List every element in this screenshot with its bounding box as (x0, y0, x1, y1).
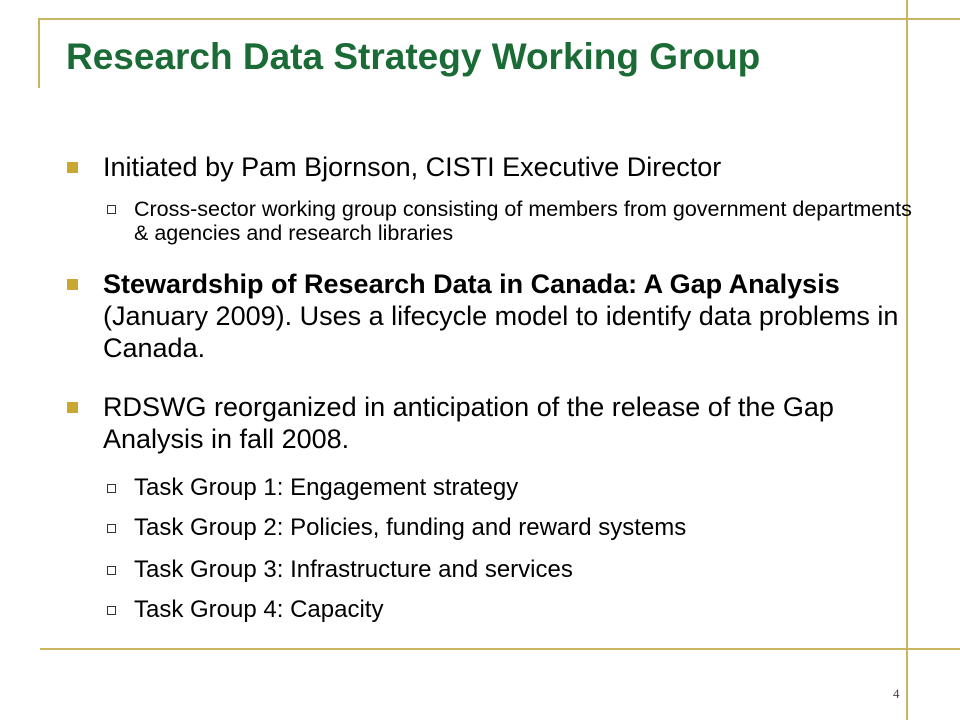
task-group-1 (134, 474, 914, 502)
task-group-2 (134, 514, 914, 542)
bullet-text: RDSWG reorganized in anticipation of the release of the Gap Analysis in fall 2008. (103, 392, 834, 454)
checkbox-bullet-icon (107, 566, 116, 575)
bullet-square-icon (67, 162, 78, 173)
task-group-3 (134, 556, 914, 584)
sub-bullet-cross-sector (134, 197, 914, 245)
checkbox-bullet-icon (107, 205, 116, 214)
bullet-text: Initiated by Pam Bjornson, CISTI Executive Director (103, 152, 722, 182)
bullet-square-icon (67, 402, 78, 413)
task-group-4 (134, 596, 914, 624)
frame-top-rule (38, 18, 960, 20)
frame-bottom-rule (40, 648, 960, 650)
checkbox-bullet-icon (107, 606, 116, 615)
bullet-text: (January 2009). Uses a lifecycle model to identify data problems in Canada. (103, 301, 899, 363)
bullet-square-icon (67, 279, 78, 290)
bullet-stewardship (103, 268, 913, 364)
bullet-rdswg (103, 391, 913, 455)
report-title: Stewardship of Research Data in Canada: A Gap Analysis (103, 269, 840, 299)
frame-left-rule (38, 18, 40, 88)
task-group-text: Task Group 3: Infrastructure and services (134, 556, 573, 583)
task-group-text: Task Group 4: Capacity (134, 596, 384, 623)
bullet-initiated (103, 151, 913, 183)
checkbox-bullet-icon (107, 524, 116, 533)
page-number: 4 (893, 686, 900, 701)
slide-title: Research Data Strategy Working Group (66, 36, 761, 77)
task-group-text: Task Group 1: Engagement strategy (134, 474, 519, 501)
sub-bullet-text: Cross-sector working group consisting of members from government departments & agencies and research libraries (134, 197, 912, 245)
checkbox-bullet-icon (107, 484, 116, 493)
task-group-text: Task Group 2: Policies, funding and reward systems (134, 514, 687, 541)
